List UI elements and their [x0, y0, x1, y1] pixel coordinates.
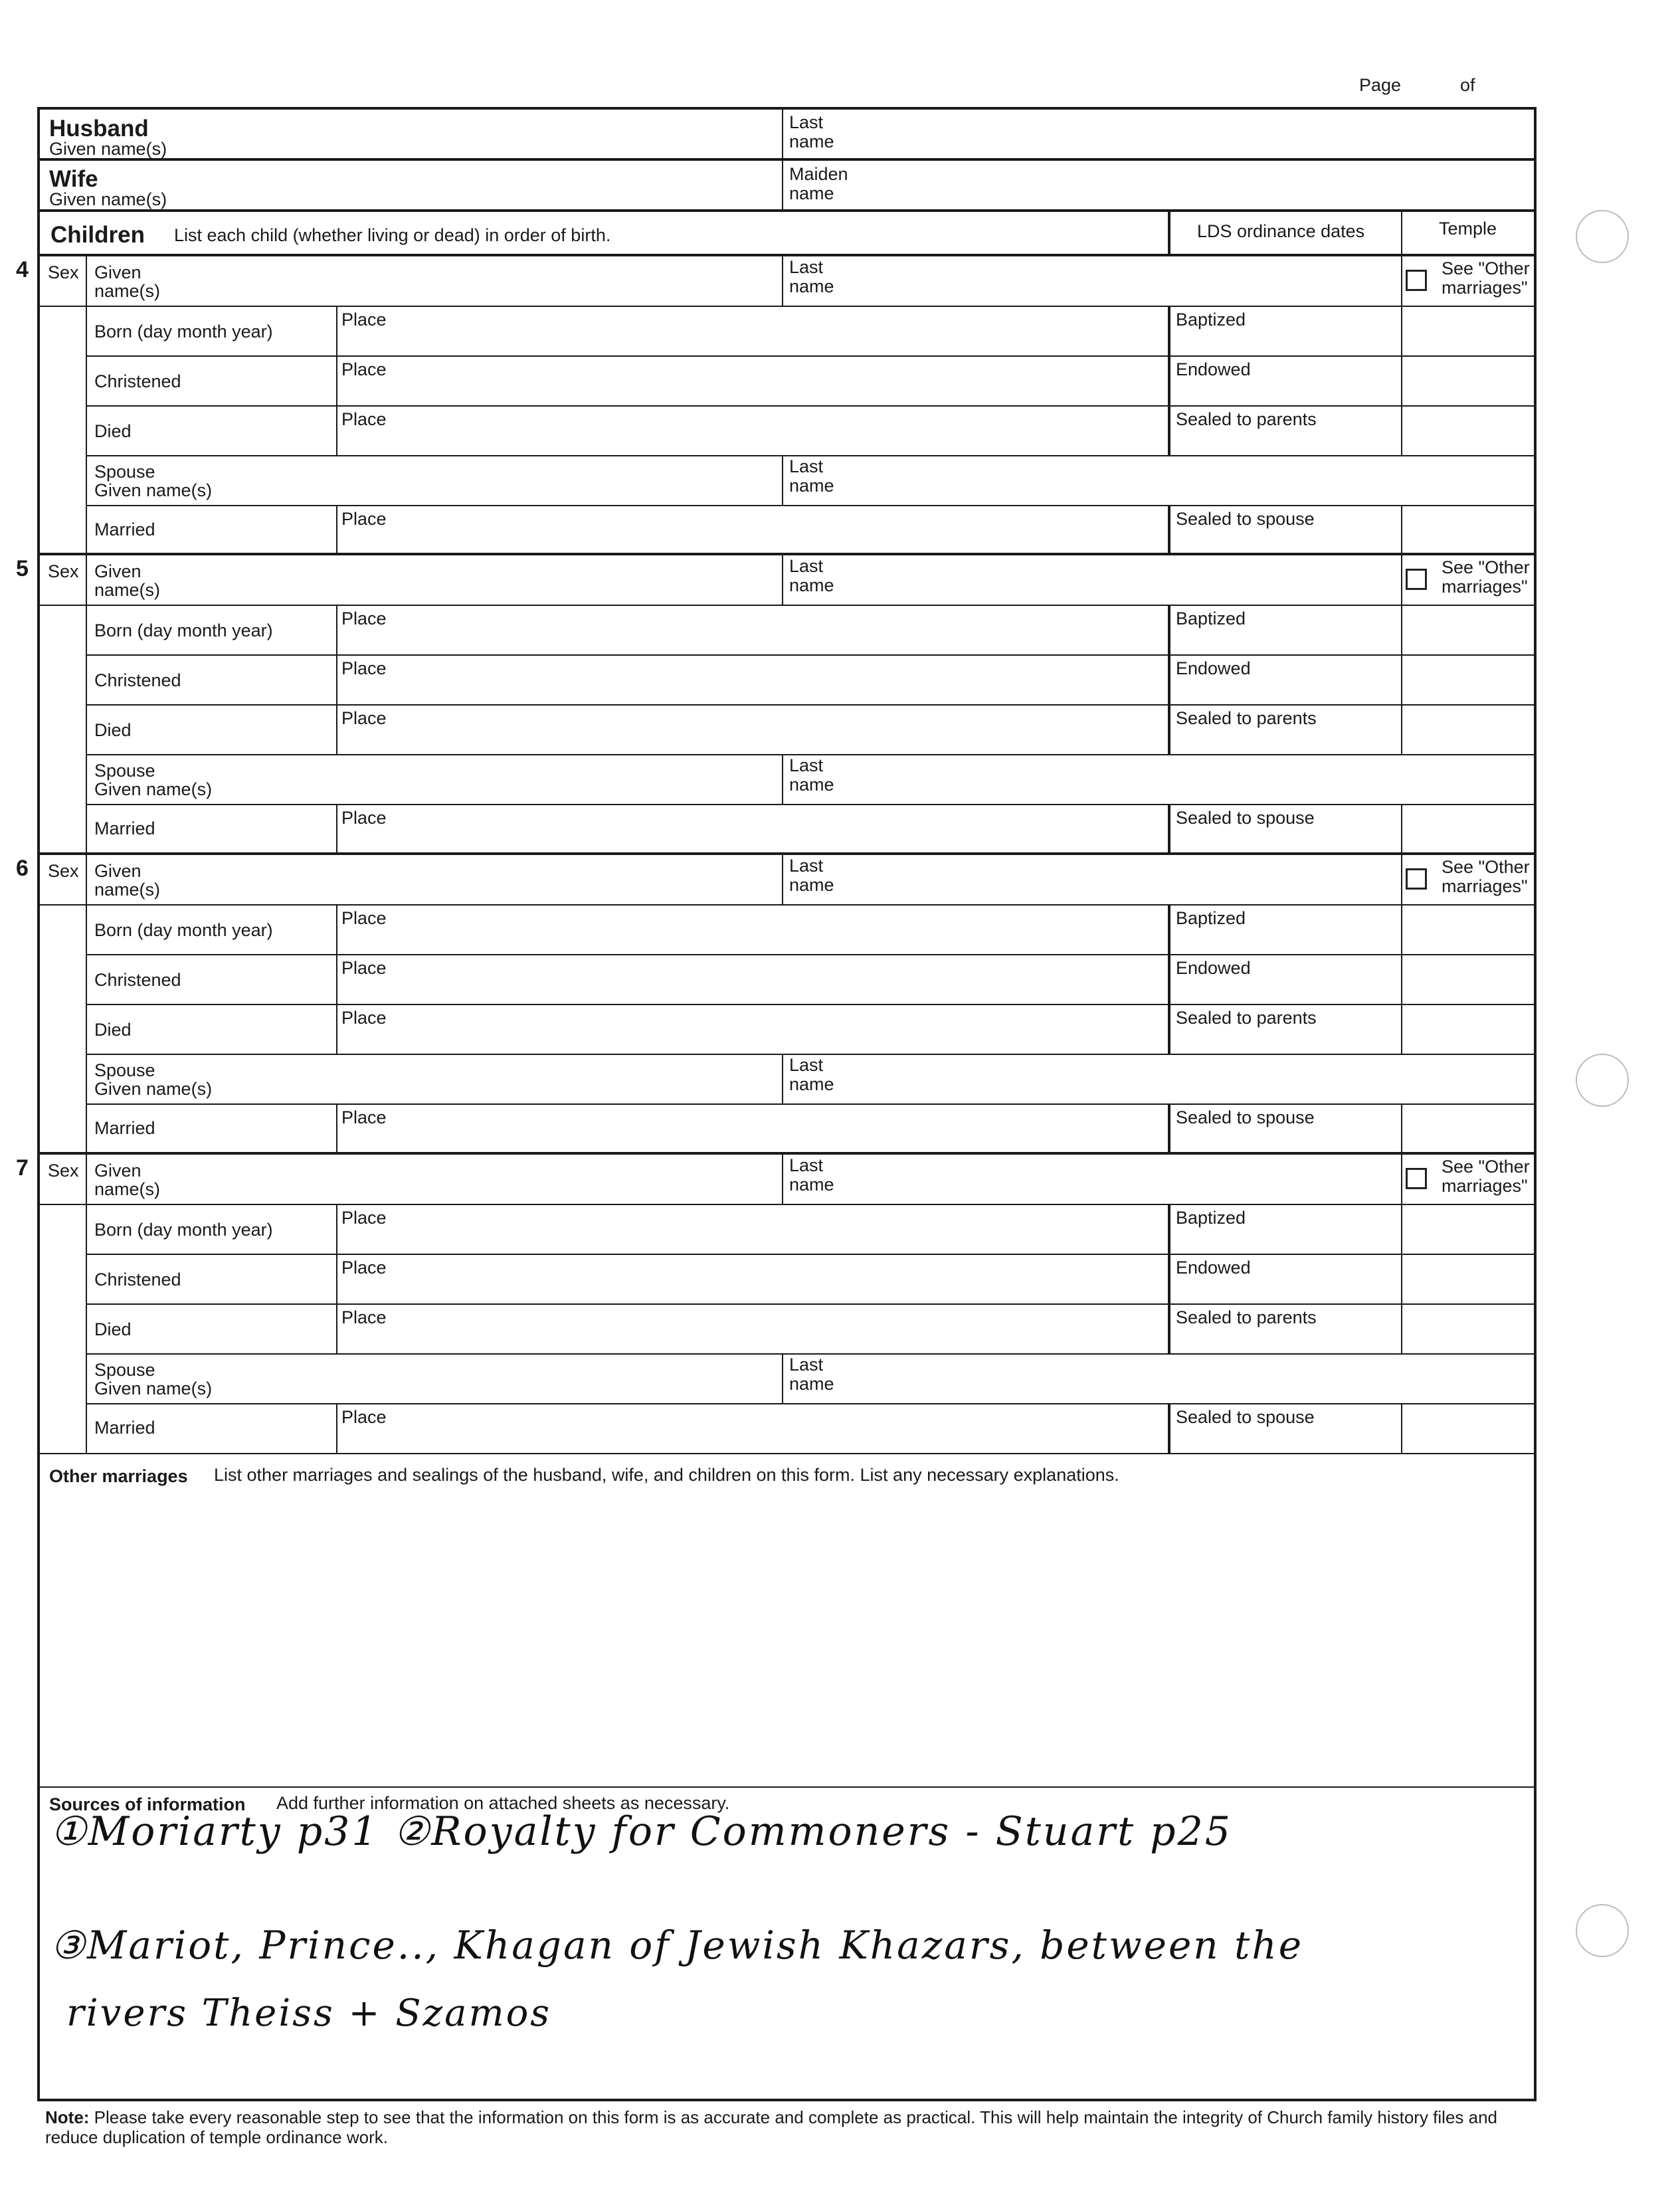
footer-note — [45, 2107, 1520, 2147]
given-name-label-2: name(s) — [94, 880, 161, 900]
born-label: Born (day month year) — [94, 1220, 273, 1240]
spouse-last-label-2: name — [789, 775, 834, 795]
sex-label: Sex — [48, 861, 79, 881]
source-handwriting-1: ①Moriarty p31 ②Royalty for Commoners - Stuart p25 — [50, 1808, 1232, 1855]
married-label: Married — [94, 1118, 155, 1138]
husband-given-label: Given name(s) — [49, 139, 167, 159]
spouse-last-label: Last — [789, 456, 824, 476]
see-other-marriages-label: See "Other — [1442, 557, 1530, 577]
spouse-last-label: Last — [789, 1055, 824, 1075]
sealed-to-spouse-label: Sealed to spouse — [1176, 509, 1315, 529]
see-other-marriages-label-2: marriages" — [1442, 278, 1528, 298]
baptized-label: Baptized — [1176, 609, 1246, 628]
given-name-label: Given — [94, 561, 141, 581]
endowed-label: Endowed — [1176, 958, 1251, 978]
given-name-label: Given — [94, 262, 141, 282]
place-label: Place — [341, 1107, 387, 1127]
sources-title: Sources of information — [49, 1794, 246, 1814]
sex-label: Sex — [48, 1161, 79, 1181]
child-number: 4 — [16, 257, 29, 282]
sex-label: Sex — [48, 262, 79, 282]
source-handwriting-3: rivers Theiss + Szamos — [66, 1992, 552, 2035]
last-name-label: Last — [789, 257, 824, 277]
sealed-to-parents-label: Sealed to parents — [1176, 409, 1317, 429]
married-label: Married — [94, 520, 155, 539]
husband-last-label-2: name — [789, 132, 834, 151]
wife-given-label: Given name(s) — [49, 189, 167, 209]
last-name-label-2: name — [789, 575, 834, 595]
last-name-label: Last — [789, 556, 824, 576]
baptized-label: Baptized — [1176, 1208, 1246, 1228]
source-handwriting-2: ③Mariot, Prince.., Khagan of Jewish Khazars, between the — [50, 1923, 1304, 1968]
died-label: Died — [94, 720, 132, 740]
sealed-to-spouse-label: Sealed to spouse — [1176, 1107, 1315, 1127]
note-title: Note: — [45, 2107, 90, 2127]
place-label: Place — [341, 808, 387, 828]
husband-last-label: Last — [789, 112, 824, 132]
given-name-label-2: name(s) — [94, 1179, 161, 1199]
last-name-label-2: name — [789, 875, 834, 895]
place-label: Place — [341, 908, 387, 928]
spouse-last-label-2: name — [789, 1374, 834, 1394]
other-marriages-instruction: List other marriages and sealings of the husband, wife, and children on this form. List any necessary explanations. — [214, 1465, 1119, 1485]
spouse-label: Spouse — [94, 761, 155, 781]
of-label: of — [1460, 75, 1475, 95]
baptized-label: Baptized — [1176, 908, 1246, 928]
place-label: Place — [341, 409, 387, 429]
sealed-to-parents-label: Sealed to parents — [1176, 1008, 1317, 1028]
died-label: Died — [94, 421, 132, 441]
sealed-to-spouse-label: Sealed to spouse — [1176, 808, 1315, 828]
place-label: Place — [341, 1407, 387, 1427]
given-name-label-2: name(s) — [94, 281, 161, 301]
wife-maiden-label: Maiden — [789, 164, 848, 184]
sealed-to-parents-label: Sealed to parents — [1176, 708, 1317, 728]
sex-label: Sex — [48, 561, 79, 581]
place-label: Place — [341, 958, 387, 978]
christened-label: Christened — [94, 670, 181, 690]
place-label: Place — [341, 1008, 387, 1028]
sealed-to-spouse-label: Sealed to spouse — [1176, 1407, 1315, 1427]
place-label: Place — [341, 310, 387, 330]
spouse-given-label: Given name(s) — [94, 1079, 213, 1099]
sources-instruction: Add further information on attached sheets as necessary. — [276, 1793, 730, 1813]
wife-maiden-label-2: name — [789, 183, 834, 203]
spouse-label: Spouse — [94, 1060, 155, 1080]
died-label: Died — [94, 1319, 132, 1339]
christened-label: Christened — [94, 970, 181, 990]
children-instruction: List each child (whether living or dead) in order of birth. — [174, 225, 611, 245]
spouse-last-label-2: name — [789, 1074, 834, 1094]
child-number: 6 — [16, 856, 29, 881]
note-text: Please take every reasonable step to see that the information on this form is as accurate and complete as practical. This will help maintain the integrity of Church family history files and reduce duplication of temple ordinance work. — [45, 2107, 1498, 2147]
spouse-given-label: Given name(s) — [94, 480, 213, 500]
last-name-label: Last — [789, 1155, 824, 1175]
see-other-marriages-checkbox[interactable] — [1406, 1168, 1427, 1189]
born-label: Born (day month year) — [94, 920, 273, 940]
endowed-label: Endowed — [1176, 359, 1251, 379]
endowed-label: Endowed — [1176, 1258, 1251, 1278]
last-name-label-2: name — [789, 276, 834, 296]
see-other-marriages-label: See "Other — [1442, 258, 1530, 278]
other-marriages-title: Other marriages — [49, 1466, 188, 1486]
given-name-label: Given — [94, 861, 141, 881]
see-other-marriages-checkbox[interactable] — [1406, 868, 1427, 890]
see-other-marriages-label-2: marriages" — [1442, 577, 1528, 597]
spouse-given-label: Given name(s) — [94, 1379, 213, 1398]
given-name-label: Given — [94, 1161, 141, 1181]
baptized-label: Baptized — [1176, 310, 1246, 330]
see-other-marriages-label-2: marriages" — [1442, 876, 1528, 896]
place-label: Place — [341, 609, 387, 628]
died-label: Died — [94, 1020, 132, 1040]
married-label: Married — [94, 1418, 155, 1438]
sealed-to-parents-label: Sealed to parents — [1176, 1307, 1317, 1327]
husband-title: Husband — [49, 116, 149, 142]
last-name-label-2: name — [789, 1175, 834, 1194]
see-other-marriages-checkbox[interactable] — [1406, 569, 1427, 590]
page-label: Page — [1359, 75, 1402, 95]
lds-ordinance-label: LDS ordinance dates — [1197, 221, 1365, 241]
child-number: 5 — [16, 556, 29, 581]
see-other-marriages-label: See "Other — [1442, 1157, 1530, 1177]
spouse-label: Spouse — [94, 462, 155, 482]
place-label: Place — [341, 1208, 387, 1228]
place-label: Place — [341, 658, 387, 678]
child-number: 7 — [16, 1155, 29, 1181]
spouse-given-label: Given name(s) — [94, 779, 213, 799]
christened-label: Christened — [94, 1270, 181, 1289]
spouse-last-label: Last — [789, 755, 824, 775]
see-other-marriages-label: See "Other — [1442, 857, 1530, 877]
see-other-marriages-label-2: marriages" — [1442, 1176, 1528, 1196]
spouse-last-label: Last — [789, 1355, 824, 1375]
spouse-last-label-2: name — [789, 476, 834, 496]
see-other-marriages-checkbox[interactable] — [1406, 270, 1427, 291]
given-name-label-2: name(s) — [94, 580, 161, 600]
last-name-label: Last — [789, 856, 824, 876]
born-label: Born (day month year) — [94, 620, 273, 640]
place-label: Place — [341, 359, 387, 379]
married-label: Married — [94, 818, 155, 838]
wife-title: Wife — [49, 166, 98, 192]
children-title: Children — [50, 222, 145, 248]
place-label: Place — [341, 509, 387, 529]
born-label: Born (day month year) — [94, 322, 273, 341]
place-label: Place — [341, 708, 387, 728]
place-label: Place — [341, 1307, 387, 1327]
spouse-label: Spouse — [94, 1360, 155, 1380]
endowed-label: Endowed — [1176, 658, 1251, 678]
place-label: Place — [341, 1258, 387, 1278]
christened-label: Christened — [94, 371, 181, 391]
temple-label: Temple — [1439, 219, 1497, 239]
